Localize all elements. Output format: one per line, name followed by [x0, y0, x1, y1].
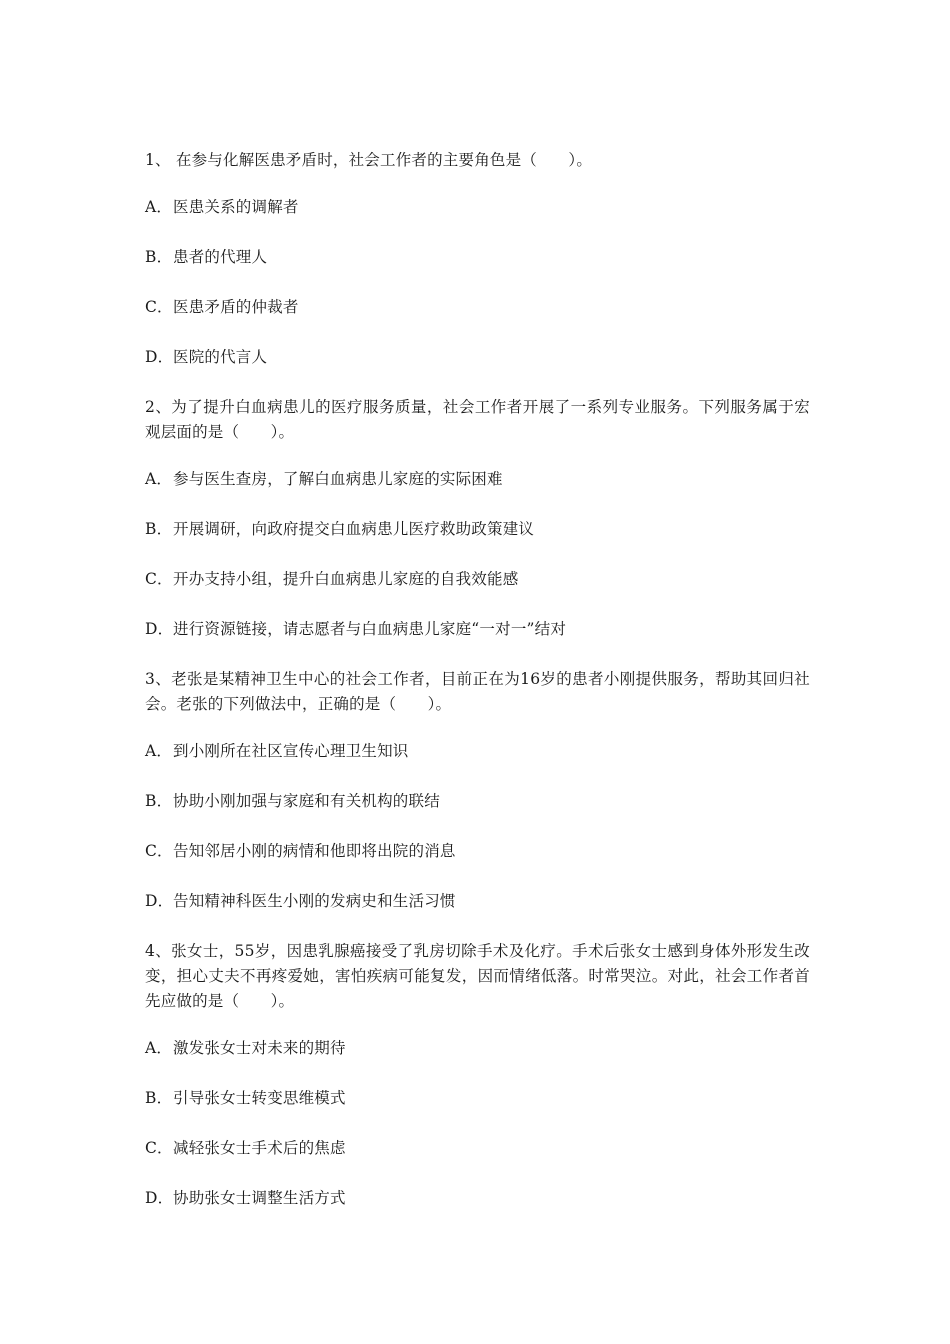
option-letter: C． [145, 298, 173, 316]
option-text: 激发张女士对未来的期待 [173, 1039, 346, 1057]
option-letter: D． [145, 1189, 174, 1207]
question-stem: 2、为了提升白血病患儿的医疗服务质量，社会工作者开展了一系列专业服务。下列服务属于宏观层面的是（ ）。 [145, 398, 810, 441]
option-letter: B． [145, 792, 173, 810]
option-b [145, 789, 810, 814]
option-text: 开办支持小组，提升白血病患儿家庭的自我效能感 [173, 570, 519, 588]
option-d [145, 345, 810, 370]
option-letter: A． [145, 470, 173, 488]
option-a [145, 467, 810, 492]
option-text: 减轻张女士手术后的焦虑 [173, 1139, 346, 1157]
document-page [145, 148, 810, 1211]
option-d [145, 617, 810, 642]
option-text: 医患关系的调解者 [173, 198, 299, 216]
question-stem: 1、 在参与化解医患矛盾时，社会工作者的主要角色是（ ）。 [145, 151, 593, 169]
question-stem: 3、老张是某精神卫生中心的社会工作者，目前正在为16岁的患者小刚提供服务，帮助其回归社会。老张的下列做法中，正确的是（ ）。 [145, 670, 810, 713]
option-text: 到小刚所在社区宣传心理卫生知识 [173, 742, 409, 760]
option-c [145, 839, 810, 864]
option-text: 协助张女士调整生活方式 [173, 1189, 346, 1207]
option-letter: B． [145, 520, 173, 538]
option-text: 告知邻居小刚的病情和他即将出院的消息 [173, 842, 456, 860]
option-b [145, 517, 810, 542]
option-c [145, 295, 810, 320]
option-d [145, 889, 810, 914]
option-a [145, 739, 810, 764]
option-text: 医患矛盾的仲裁者 [173, 298, 299, 316]
option-text: 参与医生查房，了解白血病患儿家庭的实际困难 [173, 470, 503, 488]
option-d [145, 1186, 810, 1211]
option-a [145, 1036, 810, 1061]
option-text: 医院的代言人 [173, 348, 268, 366]
option-letter: C． [145, 570, 173, 588]
question-stem: 4、张女士，55岁，因患乳腺癌接受了乳房切除手术及化疗。手术后张女士感到身体外形发生改变，担心丈夫不再疼爱她，害怕疾病可能复发，因而情绪低落。时常哭泣。对此，社会工作者首先应做的是（ ）。 [145, 942, 810, 1010]
option-letter: D． [145, 348, 174, 366]
option-b [145, 1086, 810, 1111]
option-letter: C． [145, 1139, 173, 1157]
option-letter: A． [145, 1039, 173, 1057]
option-letter: A． [145, 198, 173, 216]
option-letter: A． [145, 742, 173, 760]
option-letter: B． [145, 248, 173, 266]
option-b [145, 245, 810, 270]
option-letter: C． [145, 842, 173, 860]
question-3 [145, 667, 810, 914]
option-a [145, 195, 810, 220]
option-text: 进行资源链接，请志愿者与白血病患儿家庭“一对一”结对 [173, 620, 567, 638]
option-text: 开展调研，向政府提交白血病患儿医疗救助政策建议 [173, 520, 535, 538]
option-letter: D． [145, 892, 174, 910]
option-text: 引导张女士转变思维模式 [173, 1089, 346, 1107]
option-c [145, 1136, 810, 1161]
option-text: 患者的代理人 [173, 248, 268, 266]
option-letter: D． [145, 620, 174, 638]
question-1 [145, 148, 810, 370]
question-2 [145, 395, 810, 642]
question-4 [145, 939, 810, 1211]
option-text: 协助小刚加强与家庭和有关机构的联结 [173, 792, 440, 810]
option-letter: B． [145, 1089, 173, 1107]
option-c [145, 567, 810, 592]
option-text: 告知精神科医生小刚的发病史和生活习惯 [173, 892, 456, 910]
